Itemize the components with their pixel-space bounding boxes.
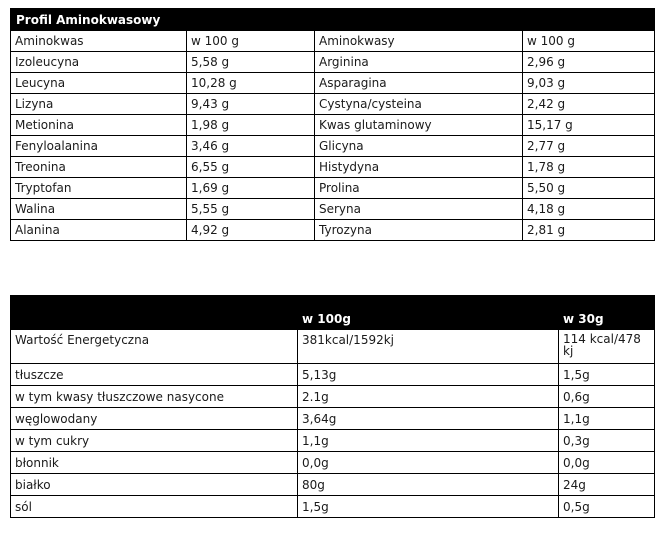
nutrition-row: [11, 364, 655, 386]
nutrition-per-100g: 3,64g: [298, 408, 559, 430]
amino-right-amount: 9,03 g: [523, 73, 655, 94]
nutrition-per-100g: 0,0g: [298, 452, 559, 474]
amino-right-amount: 2,77 g: [523, 136, 655, 157]
amino-right-name: Tyrozyna: [315, 220, 523, 241]
amino-left-header-amount: w 100 g: [187, 31, 315, 52]
nutrition-name: Wartość Energetyczna: [11, 330, 298, 364]
nutrition-row: [11, 474, 655, 496]
amino-left-name: Fenyloalanina: [11, 136, 187, 157]
nutrition-per-100g: 80g: [298, 474, 559, 496]
amino-left-amount: 4,92 g: [187, 220, 315, 241]
nutrition-name: błonnik: [11, 452, 298, 474]
nutrition-header-row: [11, 296, 655, 330]
nutrition-per-30g: 1,1g: [559, 408, 655, 430]
amino-right-header-amount: w 100 g: [523, 31, 655, 52]
nutrition-header-per-30g: w 30g: [559, 296, 655, 330]
nutrition-per-100g: 5,13g: [298, 364, 559, 386]
amino-right-name: Prolina: [315, 178, 523, 199]
nutrition-per-100g: 2.1g: [298, 386, 559, 408]
amino-left-amount: 10,28 g: [187, 73, 315, 94]
nutrition-name: w tym kwasy tłuszczowe nasycone: [11, 386, 298, 408]
amino-left-name: Tryptofan: [11, 178, 187, 199]
amino-right-name: Kwas glutaminowy: [315, 115, 523, 136]
amino-right-header-name: Aminokwasy: [315, 31, 523, 52]
amino-left-name: Izoleucyna: [11, 52, 187, 73]
nutrition-name: tłuszcze: [11, 364, 298, 386]
amino-left-amount: 1,69 g: [187, 178, 315, 199]
amino-right-name: Asparagina: [315, 73, 523, 94]
nutrition-name: białko: [11, 474, 298, 496]
nutrition-per-100g: 381kcal/1592kj: [298, 330, 559, 364]
amino-row: [11, 94, 655, 115]
nutrition-header-name: [11, 296, 298, 330]
nutrition-row: [11, 408, 655, 430]
nutrition-per-30g: 0,0g: [559, 452, 655, 474]
nutrition-name: sól: [11, 496, 298, 518]
nutrition-per-30g: 0,3g: [559, 430, 655, 452]
nutrition-per-30g: 1,5g: [559, 364, 655, 386]
amino-left-amount: 1,98 g: [187, 115, 315, 136]
amino-right-name: Seryna: [315, 199, 523, 220]
nutrition-row: [11, 496, 655, 518]
amino-row: [11, 136, 655, 157]
amino-right-name: Histydyna: [315, 157, 523, 178]
nutrition-row: [11, 452, 655, 474]
amino-profile-table: [10, 8, 655, 241]
nutrition-row: [11, 330, 655, 364]
amino-left-amount: 6,55 g: [187, 157, 315, 178]
amino-left-amount: 9,43 g: [187, 94, 315, 115]
amino-header-row: [11, 31, 655, 52]
nutrition-per-30g: 0,5g: [559, 496, 655, 518]
amino-left-amount: 5,58 g: [187, 52, 315, 73]
nutrition-per-100g: 1,5g: [298, 496, 559, 518]
amino-row: [11, 178, 655, 199]
amino-right-amount: 2,42 g: [523, 94, 655, 115]
amino-left-name: Treonina: [11, 157, 187, 178]
amino-right-name: Cystyna/cysteina: [315, 94, 523, 115]
amino-left-name: Lizyna: [11, 94, 187, 115]
nutrition-row: [11, 430, 655, 452]
nutrition-per-30g: 24g: [559, 474, 655, 496]
amino-right-amount: 2,81 g: [523, 220, 655, 241]
nutrition-per-30g: 0,6g: [559, 386, 655, 408]
amino-table-title: Profil Aminokwasowy: [11, 9, 655, 31]
amino-right-name: Glicyna: [315, 136, 523, 157]
amino-left-amount: 3,46 g: [187, 136, 315, 157]
nutrition-table: [10, 295, 655, 518]
amino-right-amount: 1,78 g: [523, 157, 655, 178]
amino-right-amount: 4,18 g: [523, 199, 655, 220]
amino-right-amount: 5,50 g: [523, 178, 655, 199]
nutrition-name: węglowodany: [11, 408, 298, 430]
amino-left-header-name: Aminokwas: [11, 31, 187, 52]
amino-left-name: Alanina: [11, 220, 187, 241]
nutrition-row: [11, 386, 655, 408]
amino-right-amount: 2,96 g: [523, 52, 655, 73]
amino-right-amount: 15,17 g: [523, 115, 655, 136]
amino-row: [11, 73, 655, 94]
nutrition-per-30g: 114 kcal/478 kj: [559, 330, 655, 364]
amino-row: [11, 115, 655, 136]
amino-right-name: Arginina: [315, 52, 523, 73]
amino-left-amount: 5,55 g: [187, 199, 315, 220]
amino-left-name: Metionina: [11, 115, 187, 136]
amino-row: [11, 52, 655, 73]
nutrition-name: w tym cukry: [11, 430, 298, 452]
amino-row: [11, 157, 655, 178]
amino-row: [11, 220, 655, 241]
amino-title-row: [11, 9, 655, 31]
amino-left-name: Walina: [11, 199, 187, 220]
amino-left-name: Leucyna: [11, 73, 187, 94]
amino-row: [11, 199, 655, 220]
nutrition-header-per-100g: w 100g: [298, 296, 559, 330]
nutrition-per-100g: 1,1g: [298, 430, 559, 452]
